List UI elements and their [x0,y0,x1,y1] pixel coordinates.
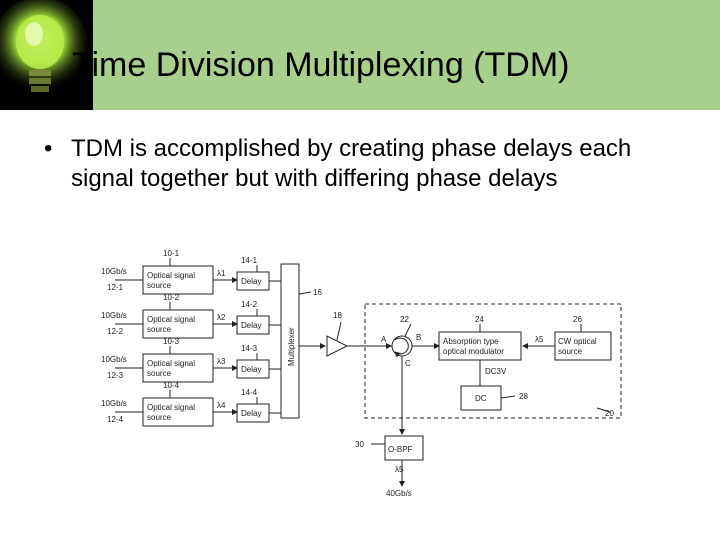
wavelength-1: λ1 [217,269,226,278]
wavelength-3: λ3 [217,357,226,366]
source-label-3a: Optical signal [147,359,196,368]
cw-ref: 26 [573,315,582,324]
source-label-4b: source [147,413,172,422]
delay-ref-4: 14-4 [241,388,258,397]
delay-label-2: Delay [241,321,262,330]
source-label-1a: Optical signal [147,271,196,280]
input-ref-4: 12-4 [107,415,124,424]
rate-label-2: 10Gb/s [101,311,127,320]
output-rate: 40Gb/s [386,489,412,498]
bullet-text: TDM is accomplished by creating phase delays each signal together but with differing phase delays [71,135,632,192]
filter-ref: 30 [355,440,364,449]
delay-ref-3: 14-3 [241,344,258,353]
rate-label-3: 10Gb/s [101,355,127,364]
output-wavelength: λ5 [395,465,404,474]
source-label-3b: source [147,369,172,378]
source-label-4a: Optical signal [147,403,196,412]
wavelength-4: λ4 [217,401,226,410]
source-ref-1: 10-1 [163,249,180,258]
source-ref-3: 10-3 [163,337,180,346]
cw-label-1: CW optical [558,337,597,346]
source-label-2b: source [147,325,172,334]
cw-wavelength: λ5 [535,335,544,344]
modulator-label-2: optical modulator [443,347,504,356]
source-label-2a: Optical signal [147,315,196,324]
dc-label: DC [475,394,487,403]
filter-label: O-BPF [388,445,413,454]
multiplexer-label: Multiplexer [287,327,296,366]
source-ref-2: 10-2 [163,293,180,302]
wavelength-2: λ2 [217,313,226,322]
delay-label-3: Delay [241,365,262,374]
dc-voltage: DC3V [485,367,507,376]
source-ref-4: 10-4 [163,381,180,390]
port-a: A [381,335,387,344]
port-b: B [416,333,422,342]
rate-label-1: 10Gb/s [101,267,127,276]
modulator-label-1: Absorption type [443,337,499,346]
dc-ref: 28 [519,392,528,401]
port-c: C [405,359,411,368]
input-ref-1: 12-1 [107,283,124,292]
tdm-diagram [95,248,635,513]
amplifier-ref: 18 [333,311,342,320]
delay-ref-2: 14-2 [241,300,258,309]
delay-ref-1: 14-1 [241,256,258,265]
cw-label-2: source [558,347,583,356]
circulator-icon [392,336,412,356]
slide-title: Time Division Multiplexing (TDM) [72,46,570,84]
tdm-diagram-svg [95,248,635,508]
box-ref: 20 [605,409,614,418]
input-ref-2: 12-2 [107,327,124,336]
circulator-ref: 22 [400,315,409,324]
delay-label-4: Delay [241,409,262,418]
bullet-dot-icon: • [44,135,53,162]
input-ref-3: 12-3 [107,371,124,380]
delay-label-1: Delay [241,277,262,286]
rate-label-4: 10Gb/s [101,399,127,408]
multiplexer-ref: 16 [313,288,322,297]
source-label-1b: source [147,281,172,290]
modulator-ref: 24 [475,315,484,324]
